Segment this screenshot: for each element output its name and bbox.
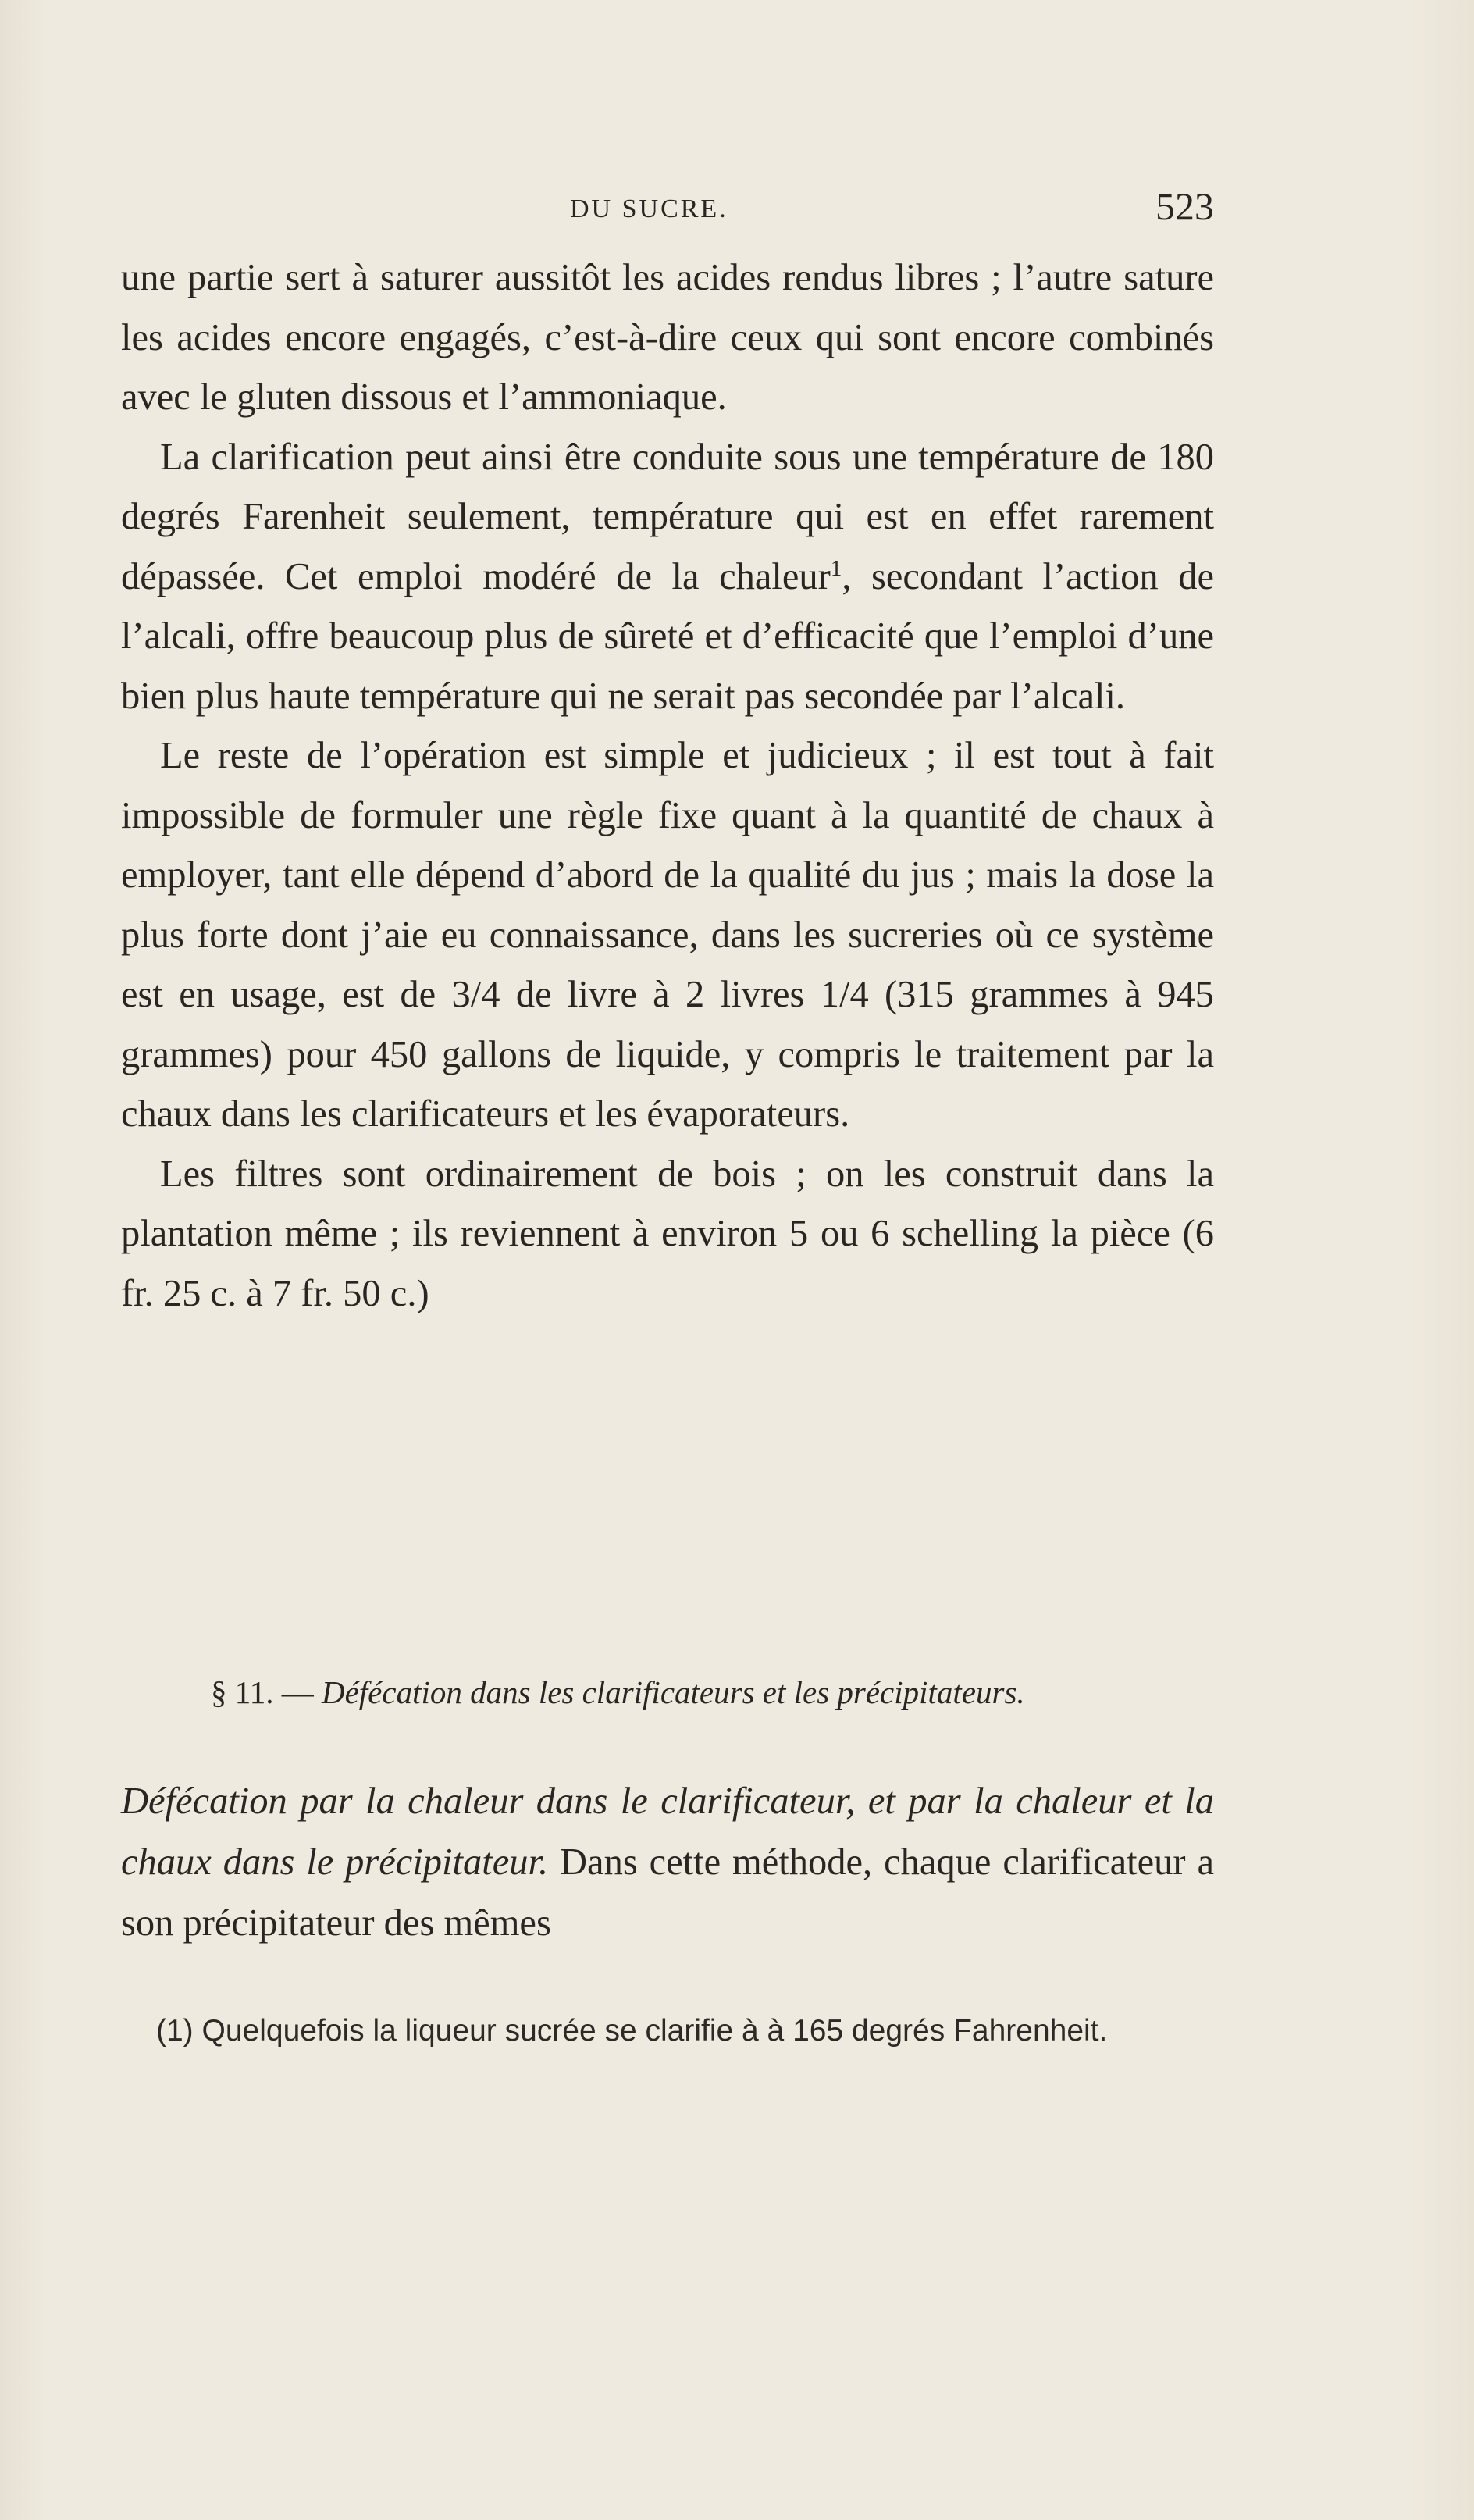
page-header [121, 184, 1214, 238]
paragraph-2-text-before: La clarification peut ainsi être conduite sous une température de 180 degrés Farenheit seulement, température qui est en effet rarement dépassée. Cet emploi modéré de la chaleur [121, 436, 1214, 597]
paragraph-4: Les filtres sont ordinairement de bois ; on les construit dans la plantation même ; ils reviennent à environ 5 ou 6 schelling la pièce (6 fr. 25 c. à 7 fr. 50 c.) [121, 1153, 1214, 1314]
section-heading [211, 1673, 1214, 1711]
section-number: § 11. — [211, 1674, 314, 1710]
page-number: 523 [1155, 184, 1214, 228]
paragraph-2-text-after: , secondant l’action de l’alcali, offre beaucoup plus de sûreté et d’efficacité que l’emploi d’une bien plus haute température qui ne serait pas secondée par l’alcali. [121, 555, 1214, 717]
section-paragraph [121, 1771, 1214, 1954]
running-title: DU SUCRE. [570, 194, 728, 223]
section-lead-italic: Défécation par la chaleur dans le clarificateur, et par la chaleur et la chaux dans le précipitateur. [121, 1780, 1214, 1883]
paragraph-2 [121, 428, 1214, 727]
section-text: Dans cette méthode, chaque clarificateur a son précipitateur des mêmes [121, 1841, 1214, 1944]
paragraph-3: Le reste de l’opération est simple et judicieux ; il est tout à fait impossible de formuler une règle fixe quant à la quantité de chaux à employer, tant elle dépend d’abord de la qualité du jus ; mais la dose la plus forte dont j’aie eu connaissance, dans les sucreries où ce système est en usage, est de 3/4 de livre à 2 livres 1/4 (315 grammes à 945 grammes) pour 450 gallons de liquide, y compris le traitement par la chaux dans les clarificateurs et les évaporateurs. [121, 735, 1214, 1135]
footnote-reference: 1 [830, 555, 842, 581]
section-title: Défécation dans les clarificateurs et les précipitateurs. [321, 1674, 1025, 1710]
paragraph-1: une partie sert à saturer aussitôt les acides rendus libres ; l’autre sature les acides encore engagés, c’est-à-dire ceux qui sont encore combinés avec le gluten dissous et l’ammoniaque. [121, 257, 1214, 418]
body-text [121, 248, 1214, 1324]
footnote: (1) Quelquefois la liqueur sucrée se clarifie à à 165 degrés Fahrenheit. [156, 2014, 1108, 2048]
